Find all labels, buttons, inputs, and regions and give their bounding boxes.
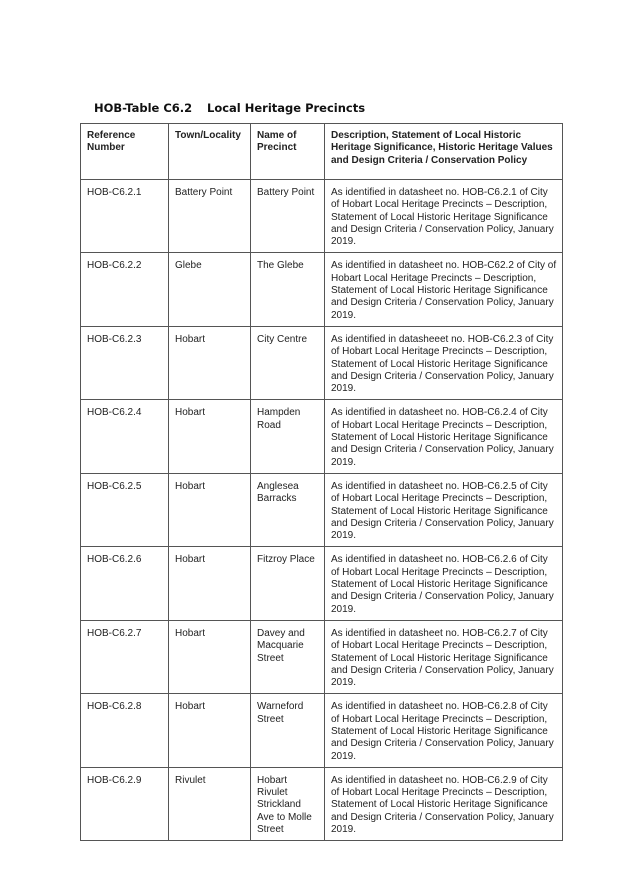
cell-reference: HOB-C6.2.3 bbox=[81, 326, 169, 399]
cell-description: As identified in datasheet no. HOB-C6.2.7 of City of Hobart Local Heritage Precincts – Description, Statement of Local Historic Heritage Significance and Design Criteria / Conservation Policy, January 2019. bbox=[325, 620, 563, 693]
heritage-precincts-table bbox=[80, 123, 563, 841]
table-row bbox=[81, 694, 563, 767]
header-precinct-name: Name of Precinct bbox=[251, 124, 325, 180]
cell-locality: Rivulet bbox=[169, 767, 251, 840]
cell-reference: HOB-C6.2.2 bbox=[81, 253, 169, 326]
table-header-row bbox=[81, 124, 563, 180]
table-row bbox=[81, 400, 563, 473]
cell-reference: HOB-C6.2.1 bbox=[81, 180, 169, 253]
cell-reference: HOB-C6.2.5 bbox=[81, 473, 169, 546]
cell-precinct: Davey and Macquarie Street bbox=[251, 620, 325, 693]
cell-precinct: The Glebe bbox=[251, 253, 325, 326]
cell-description: As identified in datasheet no. HOB-C6.2.4 of City of Hobart Local Heritage Precincts – Description, Statement of Local Historic Heritage Significance and Design Criteria / Conservation Policy, January 2019. bbox=[325, 400, 563, 473]
cell-locality: Hobart bbox=[169, 326, 251, 399]
cell-locality: Hobart bbox=[169, 400, 251, 473]
table-row bbox=[81, 253, 563, 326]
header-description: Description, Statement of Local Historic Heritage Significance, Historic Heritage Values and Design Criteria / Conservation Policy bbox=[325, 124, 563, 180]
table-name: Local Heritage Precincts bbox=[207, 101, 366, 115]
cell-reference: HOB-C6.2.8 bbox=[81, 694, 169, 767]
cell-locality: Glebe bbox=[169, 253, 251, 326]
cell-precinct: Hampden Road bbox=[251, 400, 325, 473]
table-row bbox=[81, 547, 563, 620]
cell-description: As identified in datasheet no. HOB-C6.2.1 of City of Hobart Local Heritage Precincts – Description, Statement of Local Historic Heritage Significance and Design Criteria / Conservation Policy, January 2019. bbox=[325, 180, 563, 253]
cell-locality: Hobart bbox=[169, 694, 251, 767]
cell-description: As identified in datasheeet no. HOB-C6.2.3 of City of Hobart Local Heritage Precincts – Description, Statement of Local Historic Heritage Significance and Design Criteria / Conservation Policy, January 2019. bbox=[325, 326, 563, 399]
cell-reference: HOB-C6.2.9 bbox=[81, 767, 169, 840]
cell-locality: Hobart bbox=[169, 473, 251, 546]
cell-precinct: Fitzroy Place bbox=[251, 547, 325, 620]
cell-description: As identified in datasheet no. HOB-C6.2.6 of City of Hobart Local Heritage Precincts – Description, Statement of Local Historic Heritage Significance and Design Criteria / Conservation Policy, January 2019. bbox=[325, 547, 563, 620]
cell-precinct: Battery Point bbox=[251, 180, 325, 253]
cell-description: As identified in datasheet no. HOB-C62.2 of City of Hobart Local Heritage Precincts – Description, Statement of Local Historic Heritage Significance and Design Criteria / Conservation Policy, January 2019. bbox=[325, 253, 563, 326]
table-id: HOB-Table C6.2 bbox=[94, 101, 193, 115]
cell-description: As identified in datasheet no. HOB-C6.2.8 of City of Hobart Local Heritage Precincts – Description, Statement of Local Historic Heritage Significance and Design Criteria / Conservation Policy, January 2019. bbox=[325, 694, 563, 767]
table-row bbox=[81, 473, 563, 546]
table-row bbox=[81, 620, 563, 693]
cell-locality: Battery Point bbox=[169, 180, 251, 253]
cell-precinct: Warneford Street bbox=[251, 694, 325, 767]
table-row bbox=[81, 767, 563, 840]
header-town-locality: Town/Locality bbox=[169, 124, 251, 180]
cell-reference: HOB-C6.2.4 bbox=[81, 400, 169, 473]
table-row bbox=[81, 326, 563, 399]
cell-precinct: Hobart Rivulet Strickland Ave to Molle Street bbox=[251, 767, 325, 840]
cell-precinct: Anglesea Barracks bbox=[251, 473, 325, 546]
header-reference-number: Reference Number bbox=[81, 124, 169, 180]
cell-reference: HOB-C6.2.6 bbox=[81, 547, 169, 620]
cell-description: As identified in datasheet no. HOB-C6.2.5 of City of Hobart Local Heritage Precincts – Description, Statement of Local Historic Heritage Significance and Design Criteria / Conservation Policy, January 2019. bbox=[325, 473, 563, 546]
cell-locality: Hobart bbox=[169, 620, 251, 693]
table-title bbox=[94, 101, 365, 115]
cell-locality: Hobart bbox=[169, 547, 251, 620]
cell-description: As identified in datasheet no. HOB-C6.2.9 of City of Hobart Local Heritage Precincts – Description, Statement of Local Historic Heritage Significance and Design Criteria / Conservation Policy, January 2019. bbox=[325, 767, 563, 840]
cell-precinct: City Centre bbox=[251, 326, 325, 399]
table-row bbox=[81, 180, 563, 253]
cell-reference: HOB-C6.2.7 bbox=[81, 620, 169, 693]
